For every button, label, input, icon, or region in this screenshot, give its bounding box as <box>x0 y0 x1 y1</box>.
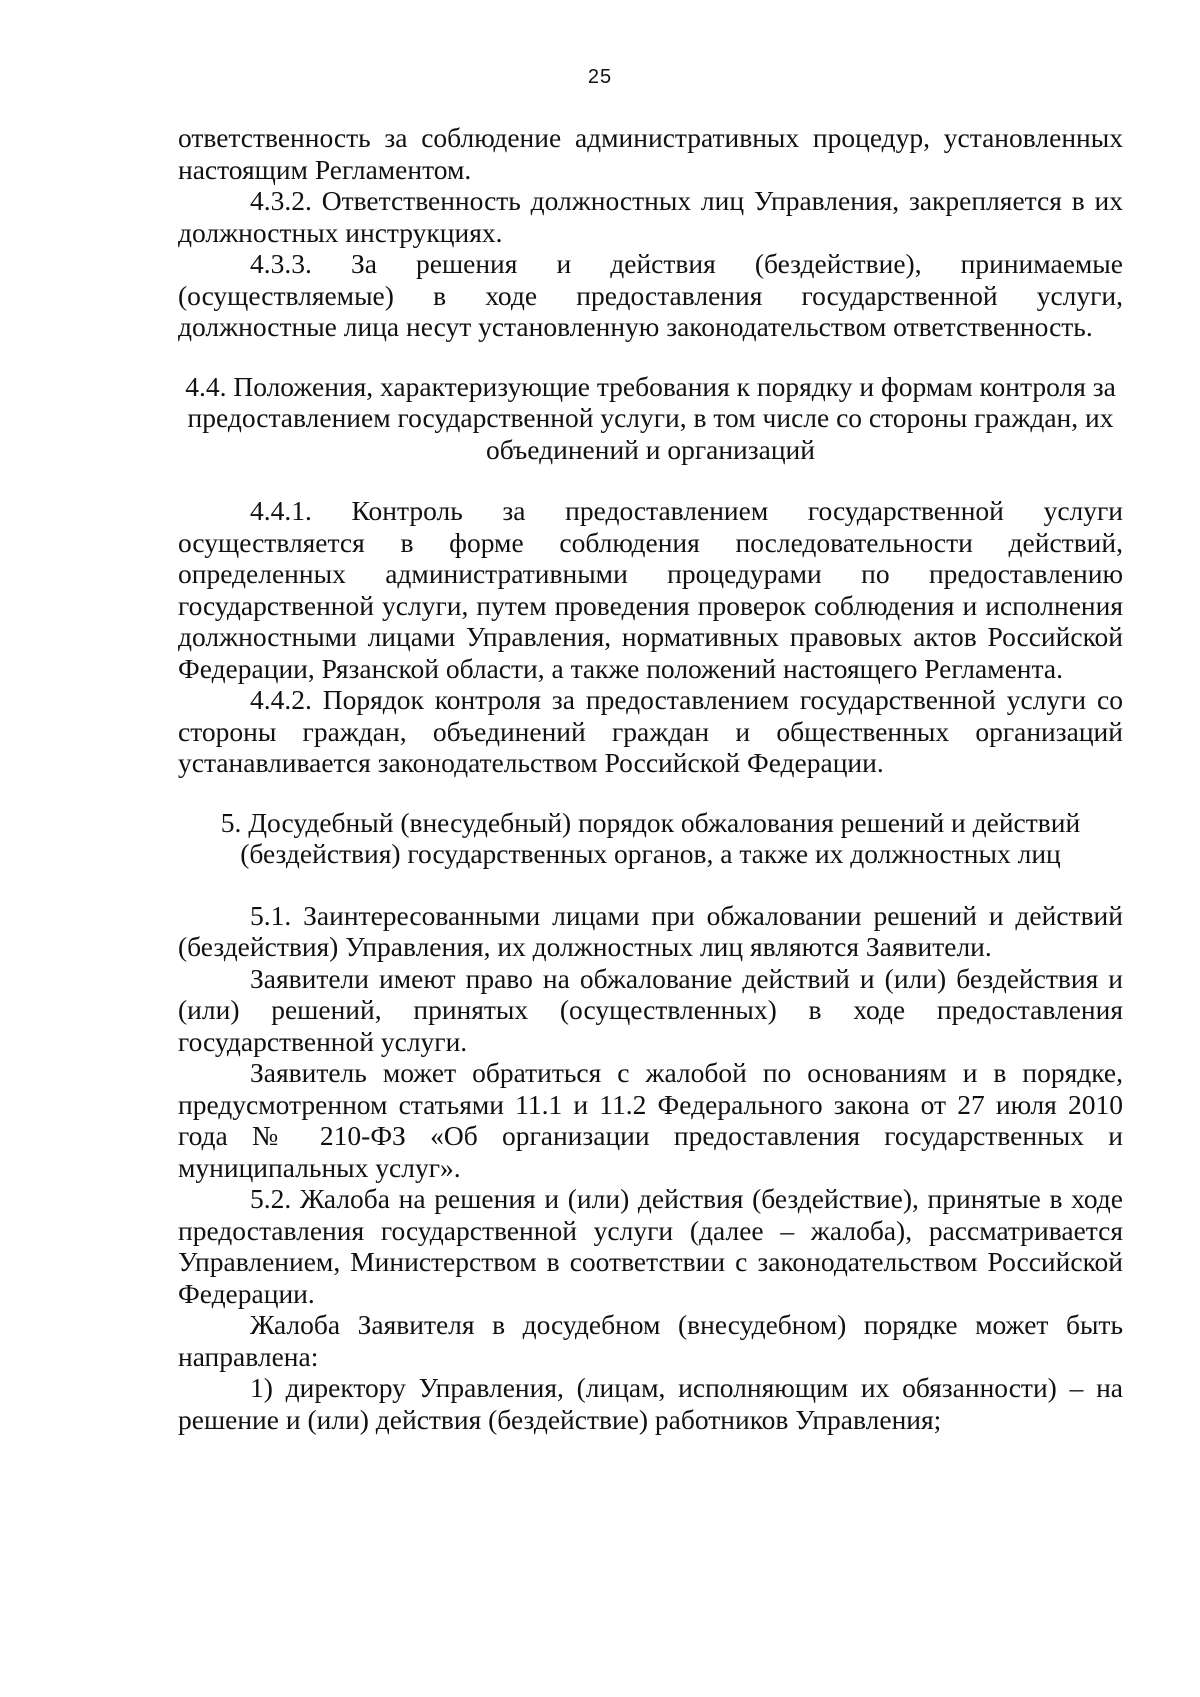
paragraph-4-3-2: 4.3.2. Ответственность должностных лиц Управления, закрепляется в их должностных инструкциях. <box>178 185 1123 248</box>
paragraph-4-4-1: 4.4.1. Контроль за предоставлением государственной услуги осуществляется в форме соблюдения последовательности действий, определенных административными процедурами по предоставлению государственной услуги, путем проведения проверок соблюдения и исполнения должностными лицами Управления, нормативных правовых актов Российской Федерации, Рязанской области, а также положений настоящего Регламента. <box>178 495 1123 684</box>
paragraph-4-3-3: 4.3.3. За решения и действия (бездействие), принимаемые (осуществляемые) в ходе предоставления государственной услуги, должностные лица несут установленную законодательством ответственность. <box>178 248 1123 342</box>
paragraph-4-4-2: 4.4.2. Порядок контроля за предоставлением государственной услуги со стороны граждан, объединений граждан и общественных организаций устанавливается законодательством Российской Федерации. <box>178 684 1123 778</box>
paragraph-5-1-right-to-appeal: Заявители имеют право на обжалование действий и (или) бездействия и (или) решений, принятых (осуществленных) в ходе предоставления государственной услуги. <box>178 962 1123 1057</box>
document-body <box>178 122 1123 1435</box>
section-heading-5: 5. Досудебный (внесудебный) порядок обжалования решений и действий (бездействия) государственных органов, а также их должностных лиц <box>220 806 1081 869</box>
page-number: 25 <box>587 66 613 88</box>
list-item-1-director: 1) директору Управления, (лицам, исполняющим их обязанности) – на решение и (или) действия (бездействие) работников Управления; <box>178 1372 1123 1435</box>
section-heading-4-4: 4.4. Положения, характеризующие требования к порядку и формам контроля за предоставлением государственной услуги, в том числе со стороны граждан, их объединений и организаций <box>185 370 1116 465</box>
paragraph-5-1: 5.1. Заинтересованными лицами при обжаловании решений и действий (бездействия) Управления, их должностных лиц являются Заявители. <box>178 899 1123 962</box>
paragraph-5-2: 5.2. Жалоба на решения и (или) действия (бездействие), принятые в ходе предоставления государственной услуги (далее – жалоба), рассматривается Управлением, Министерством в соответствии с законодательством Российской Федерации. <box>178 1183 1123 1309</box>
paragraph-5-2-complaint-direction: Жалоба Заявителя в досудебном (внесудебном) порядке может быть направлена: <box>178 1309 1123 1372</box>
paragraph-5-1-legal-basis: Заявитель может обратиться с жалобой по основаниям и в порядке, предусмотренном статьями 11.1 и 11.2 Федерального закона от 27 июля 2010 года № 210-ФЗ «Об организации предоставления государственных и муниципальных услуг». <box>178 1057 1123 1183</box>
paragraph-responsibility-continued: ответственность за соблюдение административных процедур, установленных настоящим Регламентом. <box>178 122 1123 185</box>
